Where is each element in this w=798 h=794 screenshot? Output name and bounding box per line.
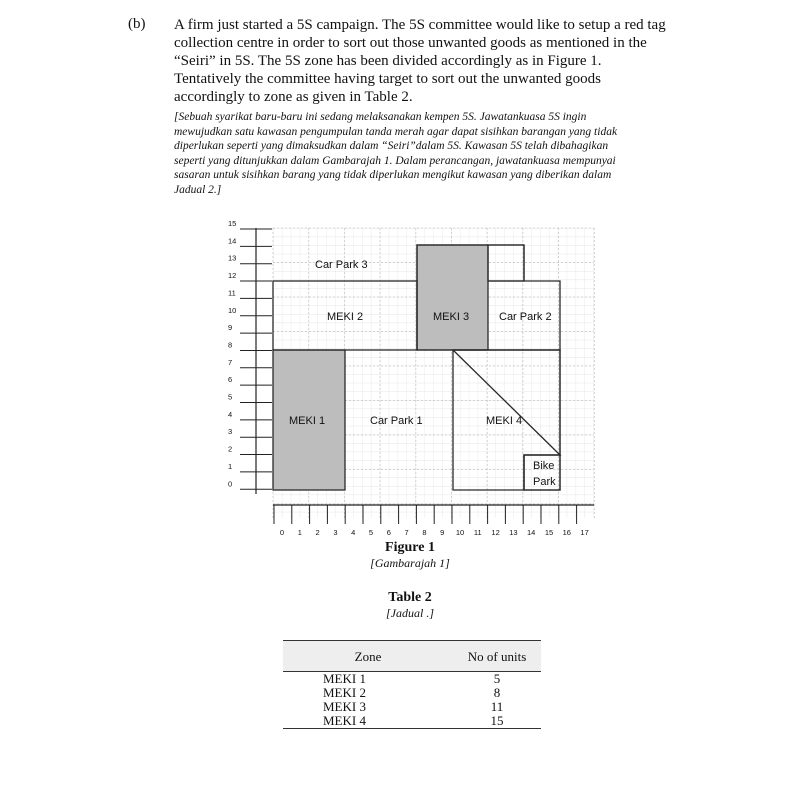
y-tick-label: 11 [228,288,236,298]
table-header-row [283,641,541,672]
cell-units: 15 [453,714,541,729]
y-tick-label: 2 [228,444,233,454]
cell-units: 8 [493,685,501,700]
translation-line: mewujudkan satu kawasan pengumpulan tanda merah agar dapat sisihkan barangan yang tidak [174,125,618,138]
translation-line: sasaran untuk sisihkan barang yang tidak diperlukan mengikut kawasan yang diberikan dalam [174,169,612,182]
x-tick-label: 1 [297,528,302,537]
header-units: No of units [453,641,541,672]
y-tick-label: 14 [228,236,237,246]
translation-line: seperti yang ditunjukkan dalam Gambarajah 1. Dalam perancangan, jawatankuasa mempunyai [174,154,616,167]
question-line: A firm just started a 5S campaign. The 5S committee would like to setup a red tag [174,17,666,33]
zone-meki-3-top-extension [488,245,524,281]
zone-meki-3 [417,245,488,350]
x-tick-label: 11 [473,528,482,537]
x-tick-label: 16 [562,528,571,537]
x-tick-label: 12 [491,528,500,537]
y-tick-label: 0 [228,479,233,489]
x-tick-label: 10 [455,528,465,537]
car-park-1-label: Car Park 1 [370,415,423,427]
y-tick-label: 5 [228,392,233,402]
x-tick-label: 14 [527,528,536,537]
x-tick-label: 6 [386,528,391,537]
meki-1-label: MEKI 1 [289,415,326,427]
bike-park-label-line2: Park [533,476,556,488]
car-park-3-label: Car Park 3 [315,259,368,271]
y-tick-label: 15 [228,219,237,228]
x-tick-label: 3 [333,528,338,537]
y-tick-label: 4 [228,409,233,419]
table-row [283,714,541,729]
meki-4-label: MEKI 4 [486,415,523,427]
x-tick-label: 8 [422,528,427,537]
y-tick-label: 6 [228,375,233,385]
question-line: accordingly to zone as given in Table 2. [174,89,413,105]
meki-3-label: MEKI 3 [433,311,470,323]
x-tick-label: 13 [509,528,518,537]
table-subtitle: [Jadual .] [386,606,434,620]
y-tick-label: 1 [228,461,233,471]
car-park-2-label: Car Park 2 [499,311,552,323]
translation-line: Jadual 2.] [174,183,222,196]
x-tick-label: 5 [368,528,374,537]
x-tick-label: 0 [279,528,285,537]
translation-line: [Sebuah syarikat baru-baru ini sedang melaksanakan kempen 5S. Jawatankuasa 5S ingin [174,111,587,123]
cell-zone: MEKI 3 [323,699,366,714]
table-row [283,700,541,714]
figure-caption [300,540,520,571]
question-line: collection centre in order to sort out those unwanted goods as mentioned in the [174,35,647,51]
table-title: Table 2 [388,590,432,605]
bike-park-label-line1: Bike [533,460,555,472]
y-tick-label: 7 [228,357,233,367]
figure-subtitle: [Gambarajah 1] [370,556,450,570]
zone-units-table [283,640,541,729]
cell-units: 11 [490,699,504,714]
cell-zone: MEKI 2 [323,685,366,700]
meki-2-label: MEKI 2 [327,311,364,323]
figure-title: Figure 1 [385,540,435,555]
x-tick-label: 9 [440,528,445,537]
x-tick-label: 7 [404,528,409,537]
header-zone: Zone [283,641,453,672]
question-label: (b) [128,16,146,32]
cell-zone: MEKI 4 [283,714,453,729]
y-tick-label: 13 [228,253,237,263]
y-tick-label: 12 [228,271,237,281]
x-tick-label: 4 [351,528,356,537]
translation-line: diperlukan seperti yang dimaksudkan dalam “Seiri”dalam 5S. Kawasan 5S telah dibahagikan [174,140,609,153]
x-tick-label: 17 [580,528,589,537]
y-ruler-ticks [228,219,272,489]
x-tick-label: 2 [315,528,320,537]
cell-zone: MEKI 1 [323,671,366,686]
x-tick-label: 15 [544,528,554,537]
table-row [283,672,541,687]
question-line: “Seiri” in 5S. The 5S zone has been divided accordingly as in Figure 1. [174,53,602,69]
table-caption [300,590,520,621]
table-row [283,686,541,700]
y-tick-label: 3 [228,427,233,437]
y-tick-label: 9 [228,323,233,333]
cell-units: 5 [493,671,501,686]
y-tick-label: 8 [228,340,233,350]
question-line: Tentatively the committee having target to sort out the unwanted goods [174,71,601,87]
y-tick-label: 10 [228,305,237,315]
